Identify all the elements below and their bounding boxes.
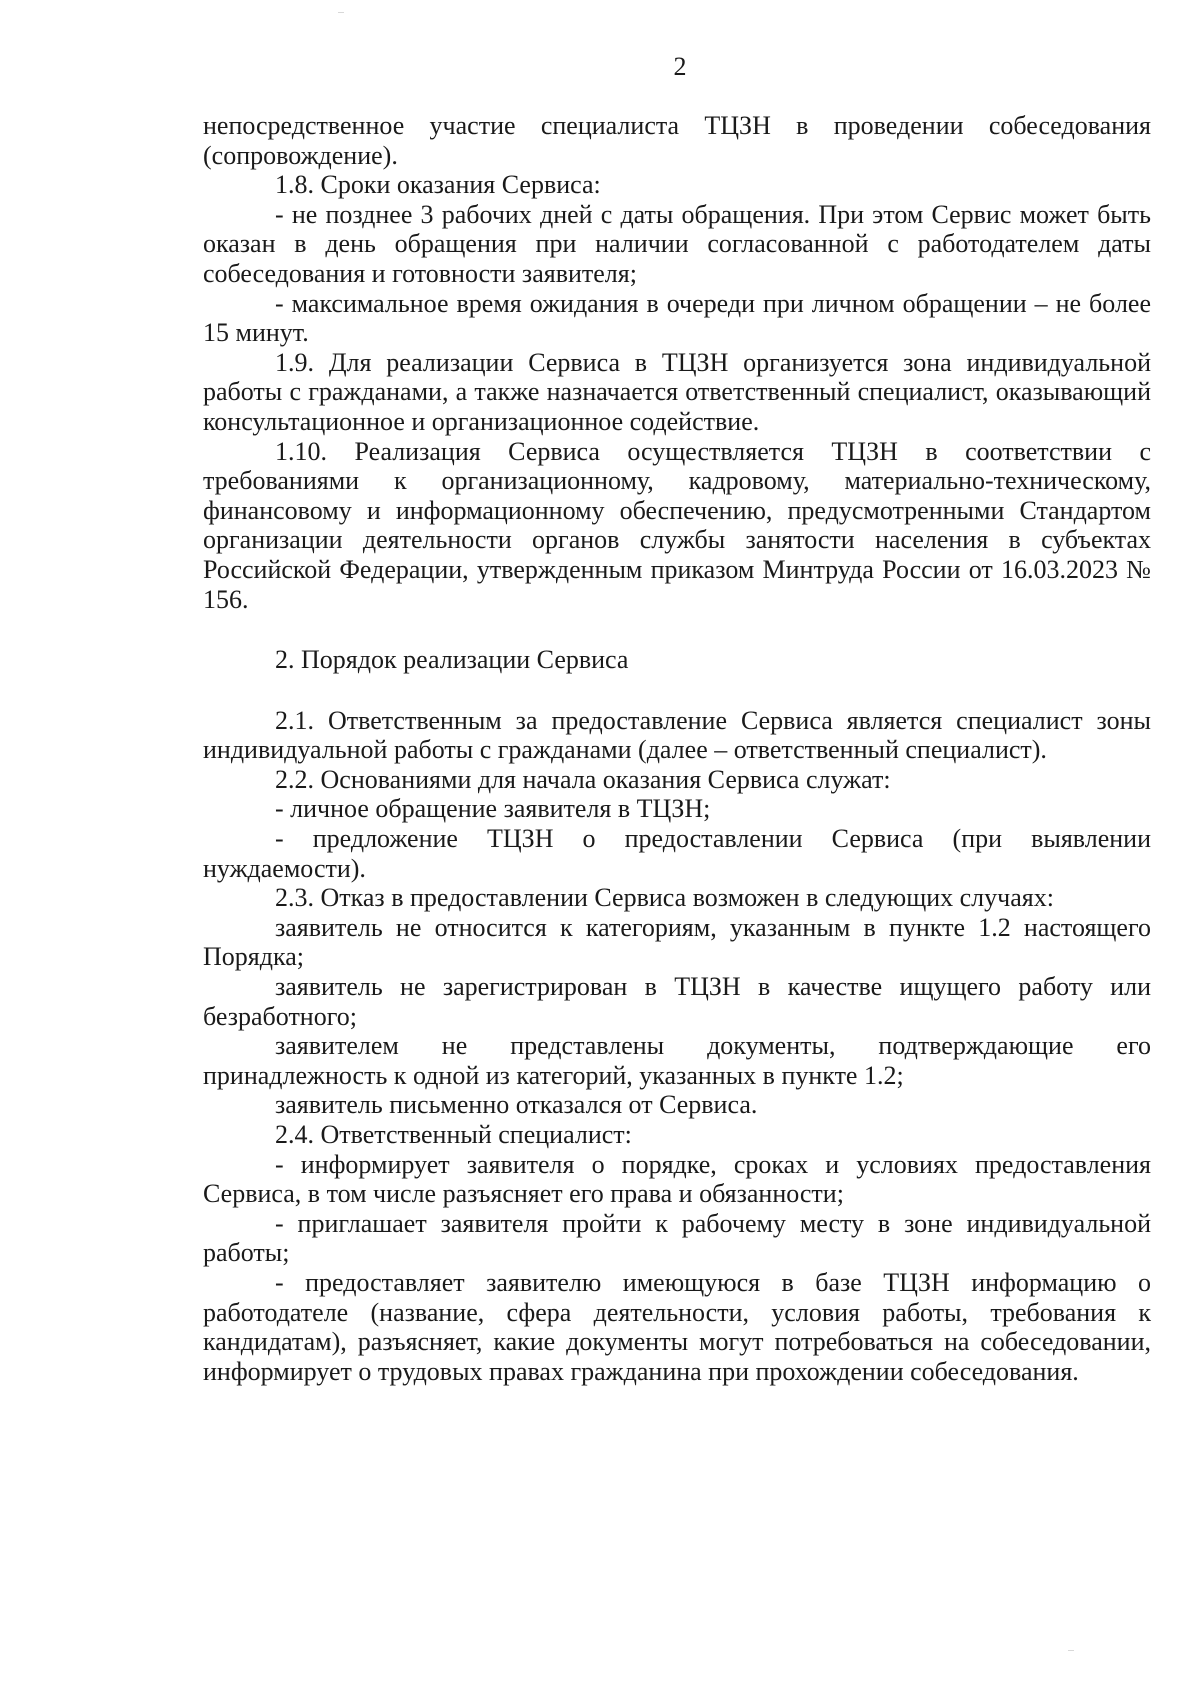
- page-number: 2: [673, 52, 687, 81]
- paragraph-1-8-item-1: - не позднее 3 рабочих дней с даты обращения. При этом Сервис может быть оказан в день обращения при наличии согласованной с работодателем даты собеседования и готовности заявителя;: [203, 199, 1151, 288]
- paragraph-continuation: непосредственное участие специалиста ТЦЗН в проведении собеседования (сопровождение).: [203, 111, 1151, 170]
- scan-artifact: [338, 12, 344, 13]
- paragraph-2-4: 2.4. Ответственный специалист:: [275, 1120, 632, 1149]
- paragraph-2-4-item-2: - приглашает заявителя пройти к рабочему месту в зоне индивидуальной работы;: [203, 1208, 1151, 1268]
- paragraph-2-1: 2.1. Ответственным за предоставление Сервиса является специалист зоны индивидуальной работы с гражданами (далее – ответственный специалист).: [203, 705, 1151, 765]
- paragraph-1-8: 1.8. Сроки оказания Сервиса:: [275, 170, 601, 200]
- section-2-title: 2. Порядок реализации Сервиса: [275, 645, 629, 675]
- paragraph-2-3-item-3: заявителем не представлены документы, подтверждающие его принадлежность к одной из категорий, указанных в пункте 1.2;: [203, 1031, 1151, 1090]
- scan-artifact: [1068, 1650, 1074, 1651]
- paragraph-1-8-item-2: - максимальное время ожидания в очереди при личном обращении – не более 15 минут.: [203, 288, 1151, 348]
- paragraph-2-3: 2.3. Отказ в предоставлении Сервиса возможен в следующих случаях:: [275, 883, 1054, 913]
- document-body: [203, 111, 1151, 1386]
- paragraph-2-3-item-4: заявитель письменно отказался от Сервиса.: [275, 1090, 758, 1120]
- paragraph-1-9: 1.9. Для реализации Сервиса в ТЦЗН организуется зона индивидуальной работы с гражданами, а также назначается ответственный специалист, оказывающий консультационное и организационное содействие.: [203, 347, 1151, 436]
- paragraph-2-2-item-2: - предложение ТЦЗН о предоставлении Сервиса (при выявлении нуждаемости).: [203, 824, 1151, 883]
- paragraph-2-2-item-1: - личное обращение заявителя в ТЦЗН;: [275, 794, 711, 824]
- paragraph-2-3-item-2: заявитель не зарегистрирован в ТЦЗН в качестве ищущего работу или безработного;: [203, 972, 1151, 1031]
- paragraph-2-2: 2.2. Основаниями для начала оказания Сервиса служат:: [275, 764, 891, 794]
- paragraph-2-4-item-1: - информирует заявителя о порядке, сроках и условиях предоставления Сервиса, в том числе разъясняет его права и обязанности;: [203, 1149, 1151, 1209]
- paragraph-2-4-item-3: - предоставляет заявителю имеющуюся в базе ТЦЗН информацию о работодателе (название, сфера деятельности, условия работы, требования к кандидатам), разъясняет, какие документы могут потребоваться на собеседовании, информирует о трудовых правах гражданина при прохождении собеседования.: [203, 1267, 1151, 1386]
- paragraph-2-3-item-1: заявитель не относится к категориям, указанным в пункте 1.2 настоящего Порядка;: [203, 912, 1151, 972]
- paragraph-1-10: 1.10. Реализация Сервиса осуществляется ТЦЗН в соответствии с требованиями к организационному, кадровому, материально-техническому, финансовому и информационному обеспечению, предусмотренными Стандартом организации деятельности органов службы занятости населения в субъектах Российской Федерации, утвержденным приказом Минтруда России от 16.03.2023 № 156.: [203, 436, 1151, 614]
